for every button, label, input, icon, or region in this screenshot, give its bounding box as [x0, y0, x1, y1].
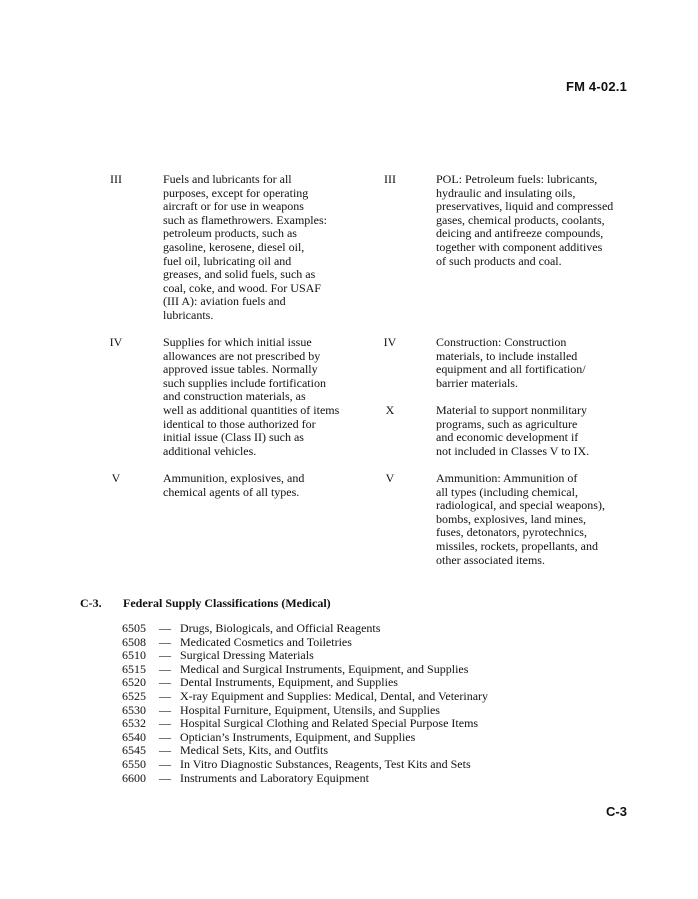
fsc-label: Medical Sets, Kits, and Outfits: [180, 743, 328, 758]
fsc-item: [122, 731, 488, 745]
fsc-label: Instruments and Laboratory Equipment: [180, 770, 369, 785]
fsc-dash: —: [159, 634, 171, 649]
fsc-item: [122, 663, 488, 677]
fsc-code: 6530: [122, 702, 146, 717]
right-class-X-description: Material to support nonmilitary programs, such as agriculture and economic development if not included in Classes V to IX.: [436, 403, 590, 458]
fsc-item: [122, 649, 488, 663]
fsc-item: [122, 744, 488, 758]
fsc-item: [122, 622, 488, 636]
fsc-label: Optician’s Instruments, Equipment, and Supplies: [180, 729, 416, 744]
fsc-code: 6520: [122, 675, 146, 690]
fsc-dash: —: [159, 675, 171, 690]
fsc-dash: —: [159, 621, 171, 635]
fsc-item: [122, 704, 488, 718]
fsc-item: [122, 676, 488, 690]
fsc-label: Medicated Cosmetics and Toiletries: [180, 634, 352, 649]
fsc-list: [122, 622, 488, 785]
fsc-code: 6505: [122, 621, 146, 635]
fsc-label: Drugs, Biologicals, and Official Reagents: [180, 621, 381, 635]
fsc-dash: —: [159, 716, 171, 731]
fsc-label: Hospital Furniture, Equipment, Utensils, and Supplies: [180, 702, 440, 717]
fsc-dash: —: [159, 729, 171, 744]
fsc-code: 6600: [122, 770, 146, 785]
fsc-code: 6550: [122, 756, 146, 771]
right-class-III-description: POL: Petroleum fuels: lubricants, hydraulic and insulating oils, preservatives, liquid and compressed gases, chemical products, coolants, deicing and antifreeze compounds, together with component additives of such products and coal.: [436, 172, 614, 268]
fsc-code: 6515: [122, 661, 146, 676]
fsc-label: X-ray Equipment and Supplies: Medical, Dental, and Veterinary: [180, 688, 489, 703]
fsc-label: In Vitro Diagnostic Substances, Reagents, Test Kits and Sets: [180, 756, 471, 771]
left-class-V-description: Ammunition, explosives, and chemical agents of all types.: [163, 471, 305, 499]
right-class-X: X: [385, 403, 395, 417]
fsc-item: [122, 717, 488, 731]
left-class-V: V: [111, 471, 121, 485]
fsc-dash: —: [159, 648, 171, 663]
right-class-V-description: Ammunition: Ammunition of all types (including chemical, radiological, and special weapons), bombs, explosives, land mines, fuses, detonators, pyrotechnics, missiles, rockets, propellants, and other associated items.: [436, 471, 605, 567]
fsc-dash: —: [159, 770, 171, 785]
fsc-dash: —: [159, 702, 171, 717]
fsc-label: Dental Instruments, Equipment, and Supplies: [180, 675, 398, 690]
section-number: C-3.: [80, 596, 102, 610]
fsc-label: Surgical Dressing Materials: [180, 648, 314, 663]
fsc-item: [122, 758, 488, 772]
page-header-doc-id: FM 4-02.1: [565, 79, 627, 94]
fsc-dash: —: [159, 661, 171, 676]
fsc-dash: —: [159, 688, 171, 703]
fsc-code: 6540: [122, 729, 146, 744]
left-class-III: III: [110, 172, 122, 186]
section-title: Federal Supply Classifications (Medical): [123, 596, 331, 610]
fsc-dash: —: [159, 756, 171, 771]
left-class-IV: IV: [109, 335, 123, 349]
fsc-item: [122, 636, 488, 650]
fsc-item: [122, 690, 488, 704]
right-class-III: III: [384, 172, 396, 186]
fsc-dash: —: [159, 743, 171, 758]
fsc-label: Medical and Surgical Instruments, Equipment, and Supplies: [180, 661, 469, 676]
fsc-item: [122, 772, 488, 786]
page-footer-number: C-3: [606, 804, 627, 819]
right-class-IV: IV: [383, 335, 397, 349]
fsc-code: 6545: [122, 743, 146, 758]
fsc-code: 6532: [122, 716, 146, 731]
fsc-code: 6510: [122, 648, 146, 663]
right-class-V: V: [385, 471, 395, 485]
left-class-IV-description: Supplies for which initial issue allowances are not prescribed by approved issue tables. Normally such supplies include fortification and construction materials, as well as additional quantities of items identical to those authorized for initial issue (Class II) such as additional vehicles.: [163, 335, 340, 458]
fsc-code: 6525: [122, 688, 146, 703]
fsc-code: 6508: [122, 634, 146, 649]
fsc-label: Hospital Surgical Clothing and Related Special Purpose Items: [180, 716, 479, 731]
right-class-IV-description: Construction: Construction materials, to include installed equipment and all fortification/ barrier materials.: [436, 335, 586, 390]
left-class-III-description: Fuels and lubricants for all purposes, except for operating aircraft or for use in weapons such as flamethrowers. Examples: petroleum products, such as gasoline, kerosene, diesel oil, fuel oil, lubricating oil and greases, and solid fuels, such as coal, coke, and wood. For USAF (III A): aviation fuels and lubricants.: [163, 172, 327, 322]
